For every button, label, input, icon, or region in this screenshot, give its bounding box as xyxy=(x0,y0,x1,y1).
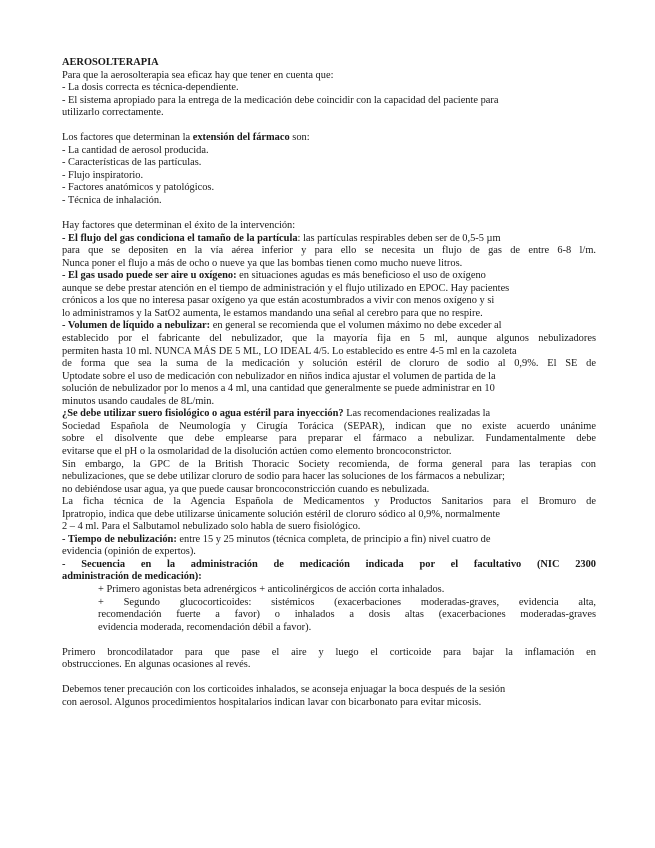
paragraph-line: para que se depositen en la vía aérea inferior y para ello se necesita un flujo de gas de entre 6-8 l/m. xyxy=(62,245,596,257)
paragraph-line: Uptodate sobre el uso de medicación con nebulizador en niños indica ajustar el volumen de partida de la xyxy=(62,370,496,382)
document-title: AEROSOLTERAPIA xyxy=(62,57,159,68)
paragraph-line: lo administramos y la SatO2 aumenta, le estamos mandando una señal al cerebro para que no respire. xyxy=(62,307,483,319)
paragraph-line xyxy=(62,320,596,333)
paragraph-line: - Secuencia en la administración de medicación indicada por el facultativo (NIC 2300 xyxy=(62,558,596,570)
document-page xyxy=(62,57,596,709)
paragraph-line: permiten hasta 10 ml. NUNCA MÁS DE 5 ML, LO IDEAL 4/5. Lo establecido es entre 4-5 ml en la cazoleta xyxy=(62,345,517,357)
text-run-bold: - Volumen de líquido a nebulizar: xyxy=(62,320,211,332)
paragraph-line: con aerosol. Algunos procedimientos hospitalarios indican lavar con bicarbonato para evitar micosis. xyxy=(62,696,482,708)
paragraph-line: Sin embargo, la GPC de la British Thoracic Society recomienda, de forma general para las terapias con xyxy=(62,458,596,470)
paragraph-line: La ficha técnica de la Agencia Española de Medicamentos y Productos Sanitarios para el Bromuro de xyxy=(62,496,596,508)
paragraph-line xyxy=(62,534,596,547)
list-item: utilizarlo correctamente. xyxy=(62,107,164,119)
list-item: + Segundo glucocorticoides: sistémicos (exacerbaciones moderadas-graves, evidencia alta, xyxy=(98,596,596,608)
paragraph-line: obstrucciones. En algunas ocasiones al revés. xyxy=(62,659,251,671)
text-run-bold: - El flujo del gas condiciona el tamaño de la partícula xyxy=(62,232,298,244)
paragraph-line xyxy=(62,408,596,421)
list-item: evidencia moderada, recomendación débil a favor). xyxy=(98,621,312,633)
paragraph-line: Nunca poner el flujo a más de ocho o nueve ya que las bombas tienen como mucho nueve litros. xyxy=(62,257,463,269)
paragraph-line: minutos usando caudales de 8L/min. xyxy=(62,395,215,407)
paragraph-line: sobre el disolvente que debe emplearse para preparar el fármaco a nebulizar. Fundamentalmente debe xyxy=(62,433,596,445)
paragraph-line: de forma que sea la suma de la medicación y solución estéril de cloruro de sodio al 0,9%. El SE de xyxy=(62,358,596,370)
paragraph-line: evitarse que el pH o la osmolaridad de la disolución actúen como elemento broncoconstrictor. xyxy=(62,445,452,457)
text-run: : las partículas respirables deben ser de 0,5-5 µm xyxy=(297,232,501,244)
text-run-bold: - El gas usado puede ser aire u oxígeno: xyxy=(62,270,237,282)
text-run: Las recomendaciones realizadas la xyxy=(343,408,491,420)
intro-lead: Para que la aerosolterapia sea eficaz hay que tener en cuenta que: xyxy=(62,69,334,81)
list-item: - Flujo inspiratorio. xyxy=(62,169,144,181)
paragraph-line xyxy=(62,270,596,283)
text-run: entre 15 y 25 minutos (técnica completa, de principio a fin) nivel cuatro de xyxy=(176,533,491,545)
list-item: - La cantidad de aerosol producida. xyxy=(62,144,209,156)
factores-lead xyxy=(62,132,596,145)
paragraph-line xyxy=(62,233,596,246)
paragraph-line: crónicos a los que no interesa pasar oxígeno ya que están acostumbrados a vivir con menos oxígeno y si xyxy=(62,295,495,307)
text-run-bold: - Tiempo de nebulización: xyxy=(62,533,177,545)
paragraph-line: solución de nebulizador por lo menos a 4 ml, una cantidad que generalmente se puede administrar en 10 xyxy=(62,383,495,395)
list-item: recomendación fuerte a favor) o inhalados a dosis altas (exacerbaciones moderadas-graves xyxy=(98,609,596,621)
paragraph-line: 2 – 4 ml. Para el Salbutamol nebulizado solo habla de suero fisiológico. xyxy=(62,521,361,533)
text-run-bold: extensión del fármaco xyxy=(192,132,290,144)
paragraph-line: administración de medicación): xyxy=(62,571,202,583)
paragraph-line: aunque se debe prestar atención en el tiempo de administración y el flujo utilizado en EPOC. Hay pacientes xyxy=(62,282,510,294)
exito-lead: Hay factores que determinan el éxito de la intervención: xyxy=(62,220,296,232)
list-item: - Técnica de inhalación. xyxy=(62,195,162,207)
text-run: en situaciones agudas es más beneficioso el uso de oxígeno xyxy=(236,270,486,282)
list-item: - Factores anatómicos y patológicos. xyxy=(62,182,215,194)
paragraph-line: establecido por el fabricante del nebulizador, que la mayoría fija en 5 ml, aunque algunos nebulizadores xyxy=(62,333,596,345)
paragraph-line: Primero broncodilatador para que pase el aire y luego el corticoide para bajar la inflamación en xyxy=(62,646,596,658)
paragraph-line: Sociedad Española de Neumología y Cirugía Torácica (SEPAR), indican que no existe acuerdo unánime xyxy=(62,420,596,432)
text-run: en general se recomienda que el volumen máximo no debe exceder al xyxy=(210,320,502,332)
list-item: + Primero agonistas beta adrenérgicos + anticolinérgicos de acción corta inhalados. xyxy=(98,583,445,595)
paragraph-line: no debiéndose usar agua, ya que puede causar broncoconstricción cuando es nebulizada. xyxy=(62,483,430,495)
list-item: - El sistema apropiado para la entrega de la medicación debe coincidir con la capacidad del paciente para xyxy=(62,94,499,106)
list-item: - Características de las partículas. xyxy=(62,157,202,169)
text-run-bold: ¿Se debe utilizar suero fisiológico o agua estéril para inyección? xyxy=(62,408,344,420)
list-item: - La dosis correcta es técnica-dependiente. xyxy=(62,82,239,94)
paragraph-line: Ipratropio, indica que debe utilizarse únicamente solución estéril de cloruro sódico al 0,9%, normalmente xyxy=(62,508,500,520)
paragraph-line: nebulizaciones, que se debe utilizar cloruro de sodio para hacer las soluciones de los fármacos a nebulizar; xyxy=(62,471,505,483)
text-run: Los factores que determinan la xyxy=(62,132,193,144)
paragraph-line: evidencia (opinión de expertos). xyxy=(62,546,196,558)
paragraph-line: Debemos tener precaución con los corticoides inhalados, se aconseja enjuagar la boca después de la sesión xyxy=(62,684,506,696)
text-run: son: xyxy=(289,132,310,144)
